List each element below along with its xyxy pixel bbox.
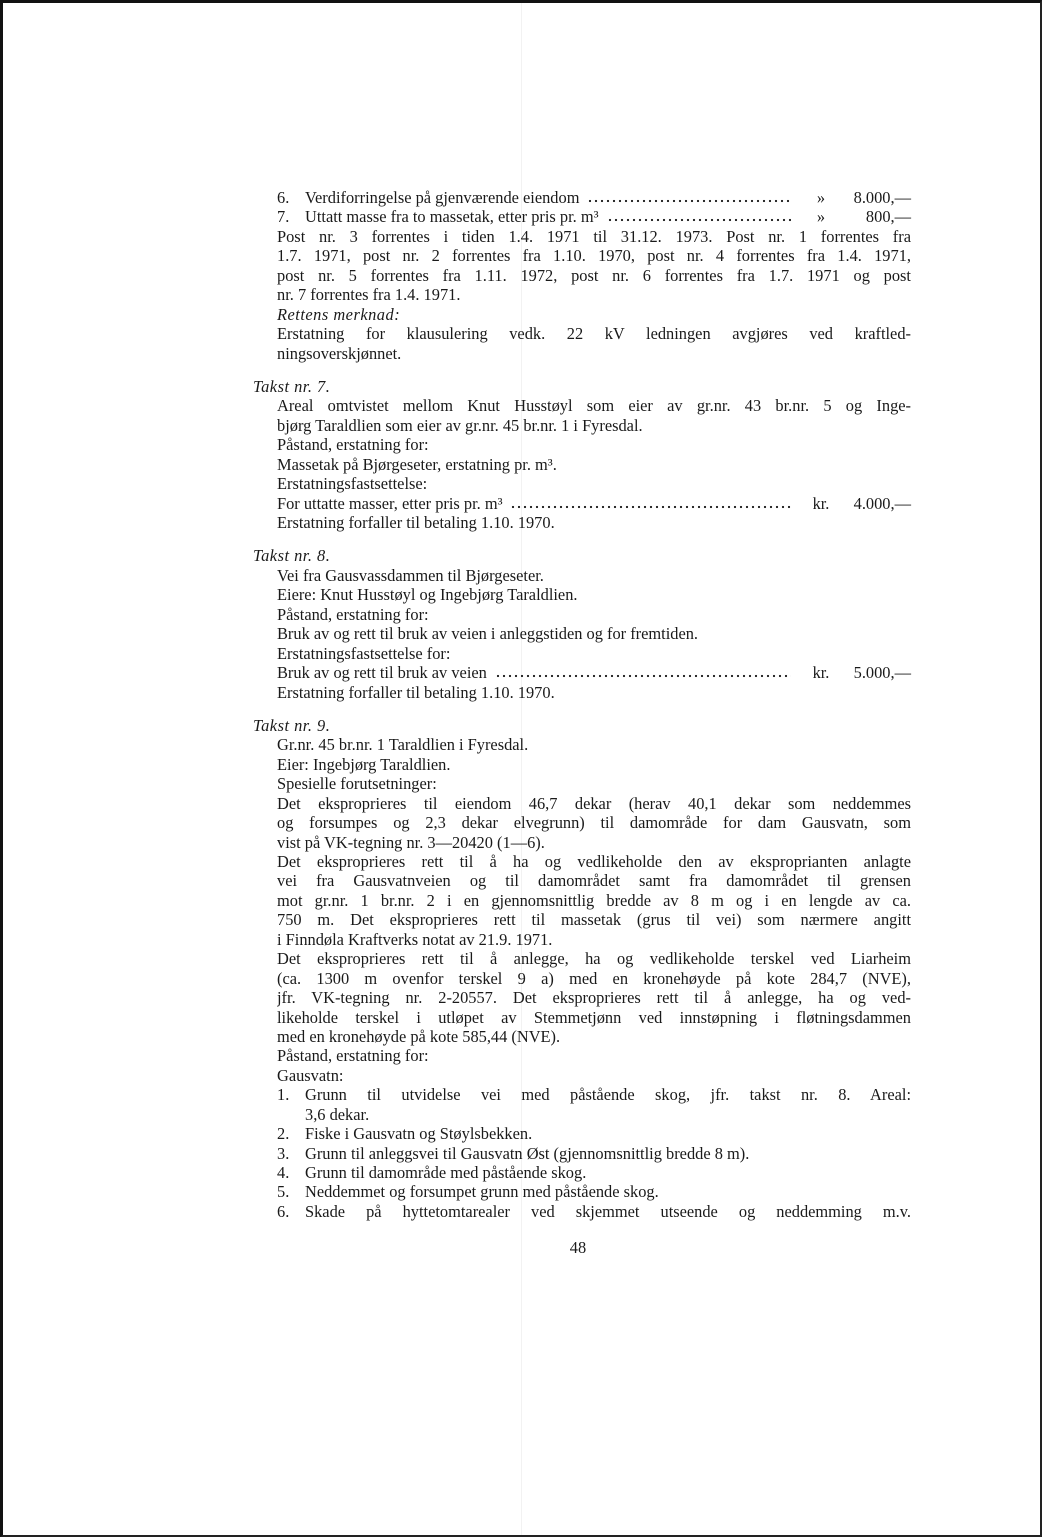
item-number: 6.	[277, 1201, 290, 1221]
item-number: 2.	[277, 1124, 290, 1144]
takst-9-line: vist på VK-tegning nr. 3—20420 (1—6).	[277, 832, 545, 852]
claim-item	[277, 1182, 911, 1201]
takst-9-line: 750 m. Det eksproprieres rett til massetak (grus til vei) som nærmere angitt	[277, 910, 911, 930]
dot-leader	[587, 199, 791, 203]
takst-8-line: Påstand, erstatning for:	[277, 604, 429, 624]
takst-9-heading: Takst nr. 9.	[253, 715, 331, 735]
claim-item	[277, 1124, 911, 1143]
takst-8-line: Bruk av og rett til bruk av veien i anleggstiden og for fremtiden.	[277, 624, 699, 644]
interest-text-line: Post nr. 3 forrentes i tiden 1.4. 1971 til 31.12. 1973. Post nr. 1 forrentes fra	[277, 226, 911, 246]
item-amount: 800,—	[865, 207, 911, 227]
page-number: 48	[569, 1238, 587, 1257]
takst-9-line: likeholde terskel i utløpet av Stemmetjønn ved innstøpning i fløtningsdammen	[277, 1007, 911, 1027]
claim-item	[277, 1085, 911, 1104]
claim-item	[277, 1144, 911, 1163]
takst-7-line: Påstand, erstatning for:	[277, 435, 429, 455]
claim-item	[277, 1202, 911, 1221]
takst-7-due: Erstatning forfaller til betaling 1.10. 1970.	[277, 513, 555, 532]
takst-8-amount-line	[277, 663, 911, 682]
takst-7-amount-line	[277, 494, 911, 513]
takst-8-line: Erstatningsfastsettelse for:	[277, 643, 451, 663]
item-text: Bruk av og rett til bruk av veien	[277, 663, 487, 683]
takst-7-heading: Takst nr. 7.	[253, 376, 331, 396]
item-number: 4.	[277, 1163, 290, 1182]
compensation-item	[277, 188, 911, 207]
interest-text-line: post nr. 5 forrentes fra 1.11. 1972, post nr. 6 forrentes fra 1.7. 1971 og post	[277, 265, 911, 285]
item-text: Grunn til utvidelse vei med påstående skog, jfr. takst nr. 8. Areal:	[305, 1085, 911, 1105]
item-amount: 4.000,—	[853, 493, 911, 513]
item-text: Skade på hyttetomtarealer ved skjemmet utseende og neddemming m.v.	[305, 1201, 911, 1221]
item-text: Grunn til anleggsvei til Gausvatn Øst (gjennomsnittlig bredde 8 m).	[305, 1143, 750, 1163]
compensation-list-continued	[253, 188, 911, 1221]
claim-item	[277, 1163, 911, 1182]
item-number: 3.	[277, 1143, 290, 1163]
item-text-continued: 3,6 dekar.	[305, 1104, 370, 1124]
item-text: Grunn til damområde med påstående skog.	[305, 1163, 587, 1182]
takst-9-line: Det eksproprieres rett til å anlegge, ha og vedlikeholde terskel ved Liarheim	[277, 949, 911, 969]
takst-9-line: i Finndøla Kraftverks notat av 21.9. 1971.	[277, 929, 553, 949]
takst-9-subheading: Gausvatn:	[277, 1065, 344, 1085]
item-number: 1.	[277, 1085, 290, 1105]
item-text: Fiske i Gausvatn og Støylsbekken.	[305, 1124, 533, 1144]
dot-leader	[510, 505, 791, 509]
takst-9-line: Det eksproprieres til eiendom 46,7 dekar (herav 40,1 dekar som neddemmes	[277, 793, 911, 813]
takst-9-line: vei fra Gausvatnveien og til damområdet samt fra damområdet til grensen	[277, 871, 911, 891]
ditto-marker: »	[816, 188, 826, 207]
takst-9-line: Spesielle forutsetninger:	[277, 774, 437, 794]
takst-9-line: mot gr.nr. 1 br.nr. 2 i en gjennomsnittlig bredde av 8 m og i en lengde av ca.	[277, 890, 911, 910]
item-number: 7.	[277, 207, 290, 227]
item-text: For uttatte masser, etter pris pr. m³	[277, 493, 503, 513]
ditto-marker: »	[816, 207, 826, 227]
takst-9-line: jfr. VK-tegning nr. 2-20557. Det eksproprieres rett til å anlegge, ha og ved-	[277, 988, 911, 1008]
currency-label: kr.	[812, 493, 830, 513]
takst-9-line: (ca. 1300 m ovenfor terskel 9 a) med en kronehøyde på kote 284,7 (NVE),	[277, 968, 911, 988]
takst-8-due: Erstatning forfaller til betaling 1.10. 1970.	[277, 682, 555, 702]
item-text: Neddemmet og forsumpet grunn med påstående skog.	[305, 1182, 659, 1202]
takst-7-line: bjørg Taraldlien som eier av gr.nr. 45 br.nr. 1 i Fyresdal.	[277, 415, 643, 435]
takst-9-line: Det eksproprieres rett til å ha og vedlikeholde den av eksproprianten anlagte	[277, 852, 911, 871]
takst-7-line: Areal omtvistet mellom Knut Husstøyl som eier av gr.nr. 43 br.nr. 5 og Inge-	[277, 396, 911, 416]
item-number: 6.	[277, 188, 290, 207]
takst-7-line: Erstatningsfastsettelse:	[277, 474, 428, 494]
takst-9-line: med en kronehøyde på kote 585,44 (NVE).	[277, 1026, 561, 1046]
dot-leader	[495, 674, 791, 678]
takst-8-line: Eiere: Knut Husstøyl og Ingebjørg Taraldlien.	[277, 585, 578, 605]
takst-9-line: Eier: Ingebjørg Taraldlien.	[277, 754, 451, 774]
item-amount: 5.000,—	[853, 663, 911, 683]
remark-text-line: Erstatning for klausulering vedk. 22 kV ledningen avgjøres ved kraftled-	[277, 324, 911, 344]
interest-text-line: 1.7. 1971, post nr. 2 forrentes fra 1.10. 1970, post nr. 4 forrentes fra 1.4. 1971,	[277, 246, 911, 266]
interest-text-line: nr. 7 forrentes fra 1.4. 1971.	[277, 285, 461, 305]
dot-leader	[607, 218, 792, 222]
item-number: 5.	[277, 1182, 290, 1202]
item-amount: 8.000,—	[853, 188, 911, 207]
item-text: Uttatt masse fra to massetak, etter pris pr. m³	[305, 207, 599, 227]
remark-text-line: ningsoverskjønnet.	[277, 343, 402, 363]
takst-9-claim-heading: Påstand, erstatning for:	[277, 1046, 429, 1066]
takst-9-line: Gr.nr. 45 br.nr. 1 Taraldlien i Fyresdal.	[277, 735, 529, 755]
item-text: Verdiforringelse på gjenværende eiendom	[305, 188, 580, 207]
takst-9-line: og forsumpes og 2,3 dekar elvegrunn) til damområde for dam Gausvatn, som	[277, 813, 911, 833]
currency-label: kr.	[812, 663, 830, 683]
takst-8-line: Vei fra Gausvassdammen til Bjørgeseter.	[277, 565, 544, 585]
remark-heading: Rettens merknad:	[277, 304, 401, 324]
compensation-item	[277, 207, 911, 226]
takst-7-line: Massetak på Bjørgeseter, erstatning pr. m³.	[277, 454, 557, 474]
takst-8-heading: Takst nr. 8.	[253, 546, 331, 566]
